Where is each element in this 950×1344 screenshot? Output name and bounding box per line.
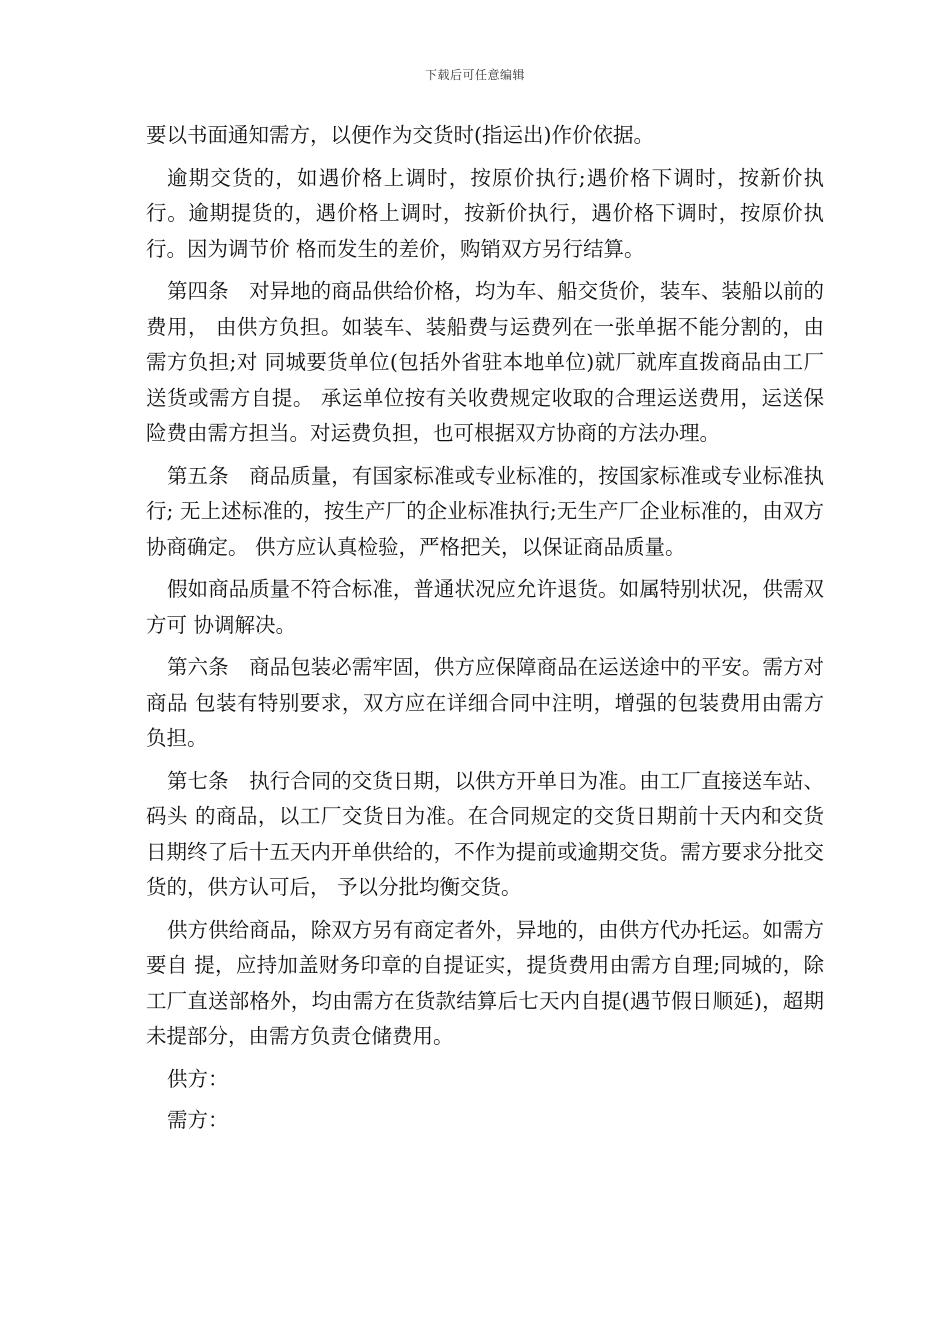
- paragraph-0: 要以书面通知需方，以便作为交货时(指运出)作价依据。: [146, 123, 654, 147]
- paragraph-quality-return: 假如商品质量不符合标准，普通状况应允许退货。如属特别状况，供需双方可 协调解决。: [146, 577, 824, 637]
- paragraph-article-5: 第五条 商品质量，有国家标准或专业标准的，按国家标准或专业标准执行; 无上述标准的，按生产厂的企业标准执行;无生产厂企业标准的，由双方协商确定。 供方应认真检验，严格把关，以保证商品质量。: [146, 463, 824, 559]
- signature-supplier: 供方：: [167, 1066, 229, 1091]
- paragraph-article-6: 第六条 商品包装必需牢固，供方应保障商品在运送途中的平安。需方对商品 包装有特别要求，双方应在详细合同中注明，增强的包装费用由需方负担。: [146, 655, 824, 750]
- contract-body: [146, 118, 824, 1145]
- paragraph-article-4: 第四条 对异地的商品供给价格，均为车、船交货价，装车、装船以前的费用， 由供方负担。如装车、装船费与运费列在一张单据不能分割的，由需方负担;对 同城要货单位(包括外省驻本地单位)就厂就库直拨商品由工厂送货或需方自提。 承运单位按有关收费规定收取的合理运送费用，运送保险费由需方担当。对运费负担，也可根据双方协商的方法办理。: [146, 279, 824, 445]
- paragraph-delivery-pickup: 供方供给商品，除双方另有商定者外，异地的，由供方代办托运。如需方要自 提，应持加盖财务印章的自提证实，提货费用由需方自理;同城的，除工厂直送部格外，均由需方在货款结算后七天内自提(遇节假日顺延)，超期未提部分，由需方负责仓储费用。: [146, 917, 824, 1048]
- paragraph-article-7: 第七条 执行合同的交货日期，以供方开单日为准。由工厂直接送车站、码头 的商品，以工厂交货日为准。在合同规定的交货日期前十天内和交货日期终了后十五天内开单供给的，不作为提前或逾期交货。需方要求分批交货的，供方认可后， 予以分批均衡交货。: [146, 768, 824, 899]
- page-header-note: 下载后可任意编辑: [424, 68, 525, 82]
- signature-buyer: 需方：: [167, 1108, 229, 1132]
- paragraph-1: 逾期交货的，如遇价格上调时，按原价执行;遇价格下调时，按新价执行。逾期提货的，遇价格上调时，按新价执行，遇价格下调时，按原价执行。因为调节价 格而发生的差价，购销双方另行结算。: [146, 165, 824, 261]
